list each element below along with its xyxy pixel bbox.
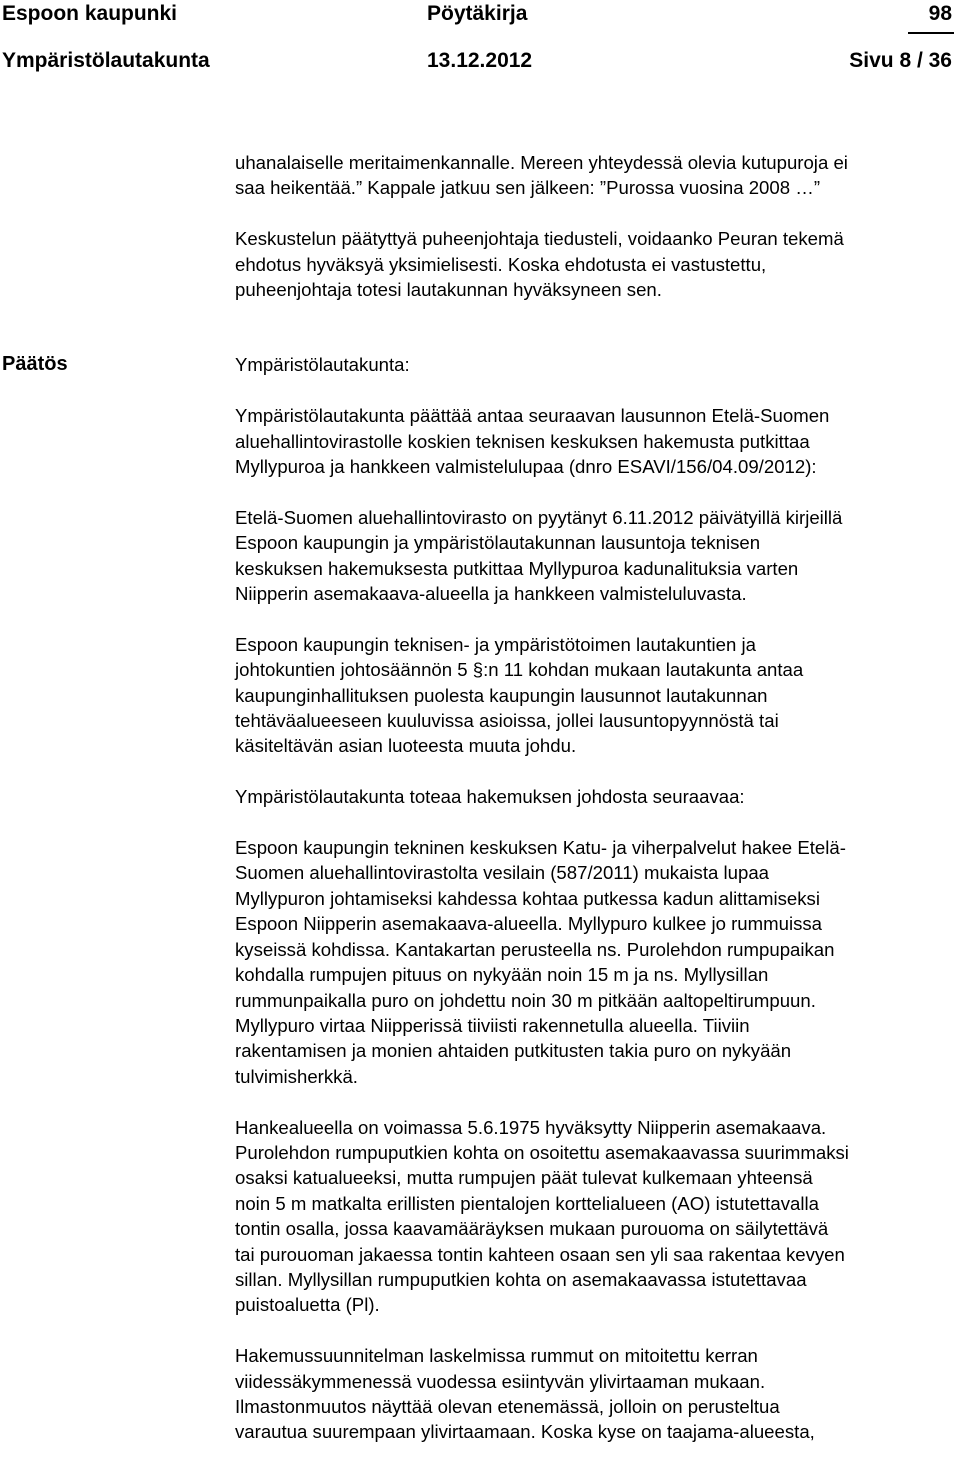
text-line: keskuksen hakemuksesta putkittaa Myllypuroa kadunalituksia varten	[235, 557, 799, 579]
text-line: ehdotus hyväksyä yksimielisesti. Koska ehdotusta ei vastustettu,	[235, 253, 767, 275]
text-line: uhanalaiselle meritaimenkannalle. Mereen yhteydessä olevia kutupuroja ei	[235, 152, 848, 173]
text-line: Espoon kaupungin tekninen keskuksen Katu- ja viherpalvelut hakee Etelä-	[235, 837, 846, 859]
text-line: kohdalla rumpujen pituus on nykyään noin 15 m ja ns. Myllysillan	[235, 964, 769, 986]
text-line: Hakemussuunnitelman laskelmissa rummut on mitoitettu kerran	[235, 1345, 758, 1367]
text-line: tulvimisherkkä.	[235, 1065, 358, 1087]
text-line: puheenjohtaja totesi lautakunnan hyväksyneen sen.	[235, 279, 662, 301]
text-line: johtokuntien johtosäännön 5 §:n 11 kohdan mukaan lautakunta antaa	[235, 659, 804, 681]
text-line: Ympäristölautakunta:	[235, 354, 410, 376]
text-line: sillan. Myllysillan rumpuputkien kohta on asemakaavassa istutettavaa	[235, 1268, 807, 1290]
text-line: kyseissä kohdissa. Kantakartan perusteella ns. Purolehdon rumpupaikan	[235, 938, 835, 960]
text-line: Niipperin asemakaava-alueella ja hankkeen valmisteluluvasta.	[235, 583, 747, 605]
paragraph-5	[235, 505, 957, 607]
text-line: rummunpaikalla puro on johdettu noin 30 m pitkään aaltopeltirumpuun.	[235, 989, 816, 1011]
text-line: Suomen aluehallintovirastolta vesilain (587/2011) mukaista lupaa	[235, 862, 770, 884]
paragraph-4	[235, 403, 957, 479]
page-header	[0, 0, 960, 80]
text-line: Ilmastonmuutos näyttää olevan etenemässä, jolloin on perusteltua	[235, 1395, 780, 1417]
text-line: tehtäväalueeseen kuuluvissa asioissa, jollei lausuntopyynnöstä tai	[235, 710, 779, 732]
text-line: kaupunginhallituksen puolesta kaupungin lausunnot lautakunnan	[235, 684, 768, 706]
text-line: Ympäristölautakunta päättää antaa seuraavan lausunnon Etelä-Suomen	[235, 405, 830, 427]
page-indicator: Sivu 8 / 36	[849, 49, 952, 72]
document-body	[235, 150, 957, 1445]
decision-label: Päätös	[2, 353, 68, 375]
paragraph-2	[235, 226, 957, 302]
text-line: Hankealueella on voimassa 5.6.1975 hyväksytty Niipperin asemakaava.	[235, 1116, 827, 1138]
paragraph-1	[235, 150, 957, 201]
text-line: aluehallintovirastolle koskien teknisen keskuksen hakemusta putkittaa	[235, 430, 810, 452]
paragraph-6	[235, 632, 957, 759]
section-number-underline	[908, 32, 954, 34]
board-name: Ympäristölautakunta	[2, 49, 210, 72]
text-line: Ympäristölautakunta toteaa hakemuksen johdosta seuraavaa:	[235, 786, 745, 808]
text-line: Espoon kaupungin ja ympäristölautakunnan lausuntoja teknisen	[235, 532, 761, 554]
text-line: puistoaluetta (Pl).	[235, 1294, 380, 1316]
meeting-date: 13.12.2012	[427, 49, 533, 72]
paragraph-3	[235, 352, 957, 377]
paragraph-10	[235, 1343, 957, 1445]
paragraph-9	[235, 1115, 957, 1318]
text-line: käsiteltävän asian luoteesta muuta johdu.	[235, 735, 577, 757]
text-line: Myllypuroa ja hankkeen valmistelulupaa (dnro ESAVI/156/04.09/2012):	[235, 456, 817, 478]
text-line: Myllypuro virtaa Niipperissä tiiviisti rakennetulla alueella. Tiiviin	[235, 1014, 750, 1036]
text-line: Keskustelun päätyttyä puheenjohtaja tiedusteli, voidaanko Peuran tekemä	[235, 228, 844, 250]
text-line: Myllypuron johtamiseksi kahdessa kohtaa putkessa kadun alittamiseksi	[235, 887, 820, 909]
text-line: Espoon Niipperin asemakaava-alueella. Myllypuro kulkee jo rummuissa	[235, 913, 823, 935]
paragraph-8	[235, 835, 957, 1089]
text-line: viidessäkymmenessä vuodessa esiintyvän ylivirtaaman mukaan.	[235, 1370, 766, 1392]
text-line: tai purouoman jakaessa tontin kahteen osaan sen yli saa rakentaa kevyen	[235, 1243, 845, 1265]
document-type: Pöytäkirja	[427, 2, 528, 25]
organization-name: Espoon kaupunki	[2, 2, 178, 25]
text-line: tontin osalla, jossa kaavamääräyksen mukaan purouoma on säilytettävä	[235, 1218, 829, 1240]
text-line: Etelä-Suomen aluehallintovirasto on pyytänyt 6.11.2012 päivätyillä kirjeillä	[235, 506, 843, 528]
text-line: saa heikentää.” Kappale jatkuu sen jälkeen: ”Purossa vuosina 2008 …”	[235, 177, 821, 199]
text-line: Purolehdon rumpuputkien kohta on osoitettu asemakaavassa suurimmaksi	[235, 1141, 849, 1163]
section-number: 98	[928, 2, 952, 25]
text-line: Espoon kaupungin teknisen- ja ympäristötoimen lautakuntien ja	[235, 633, 756, 655]
paragraph-7	[235, 784, 957, 809]
text-line: varautua suurempaan ylivirtaamaan. Koska kyse on taajama-alueesta,	[235, 1421, 815, 1443]
text-line: noin 5 m matkalta erillisten pientalojen korttelialueen (AO) istutettavalla	[235, 1192, 819, 1214]
text-line: osaksi katualueeksi, mutta rumpujen päät tulevat kulkemaan yhteensä	[235, 1167, 813, 1189]
text-line: rakentamisen ja monien ahtaiden putkitusten takia puro on nykyään	[235, 1040, 792, 1062]
